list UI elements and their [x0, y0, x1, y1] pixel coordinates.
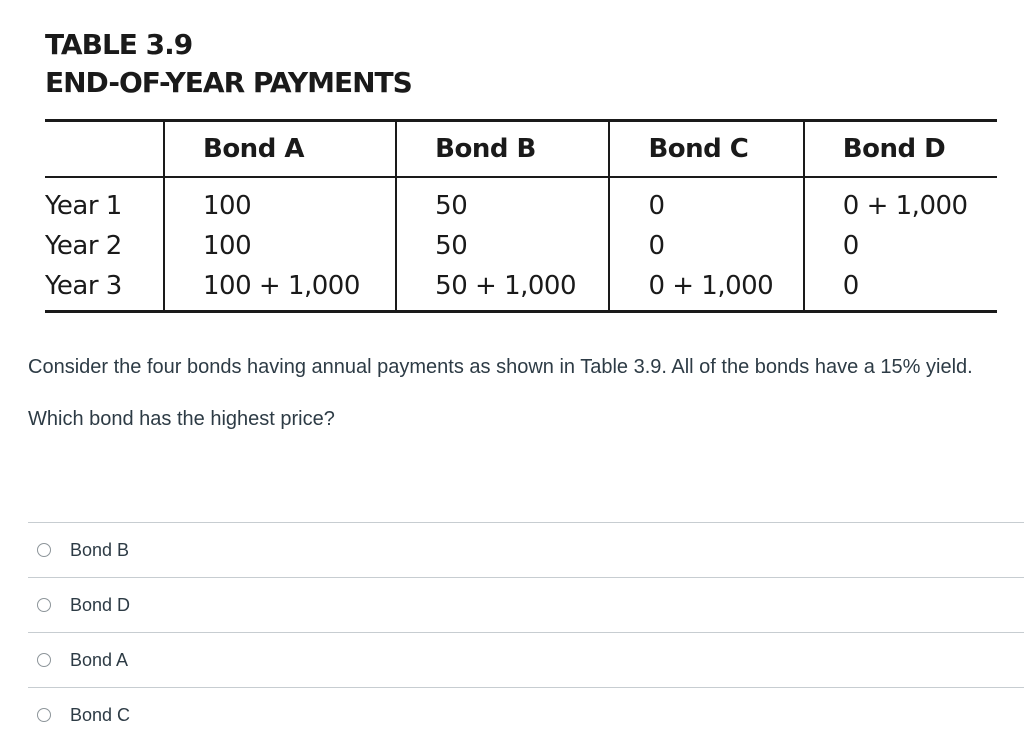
table-cell: 0 [804, 266, 997, 312]
table-cell: 0 [804, 226, 997, 266]
table-cell: 0 + 1,000 [609, 266, 803, 312]
table-figure [45, 26, 1000, 313]
radio-button[interactable] [37, 708, 51, 722]
table-header-corner [45, 121, 164, 178]
question-text: Consider the four bonds having annual payments as shown in Table 3.9. All of the bonds have a 15% yield. [28, 356, 973, 378]
answer-option-bond-a[interactable] [28, 632, 1024, 687]
table-cell: 50 + 1,000 [396, 266, 609, 312]
table-row [45, 226, 997, 266]
question-body [28, 350, 998, 454]
answer-option-bond-b[interactable] [28, 522, 1024, 577]
table-row [45, 266, 997, 312]
answer-label: Bond A [70, 649, 129, 670]
table-cell: 0 [609, 177, 803, 226]
row-label: Year 3 [45, 271, 122, 301]
answer-option-bond-c[interactable] [28, 687, 1024, 742]
answer-label: Bond D [70, 594, 131, 615]
question-prompt: Which bond has the highest price? [28, 408, 335, 430]
table-header-bond-c: Bond C [609, 121, 803, 178]
table-cell: 50 [396, 177, 609, 226]
answer-list [28, 522, 1024, 742]
table-header-row [45, 121, 997, 178]
table-subtitle: END-OF-YEAR PAYMENTS [45, 66, 412, 99]
radio-button[interactable] [37, 653, 51, 667]
table-header-bond-d: Bond D [804, 121, 997, 178]
answer-label: Bond B [70, 539, 130, 560]
payments-table [45, 119, 997, 313]
table-cell: 100 [164, 226, 396, 266]
answer-label: Bond C [70, 704, 131, 725]
table-cell: 100 + 1,000 [164, 266, 396, 312]
table-row [45, 177, 997, 226]
answer-option-bond-d[interactable] [28, 577, 1024, 632]
table-header-bond-a: Bond A [164, 121, 396, 178]
table-cell: 0 + 1,000 [804, 177, 997, 226]
radio-button[interactable] [37, 598, 51, 612]
table-header-bond-b: Bond B [396, 121, 609, 178]
radio-button[interactable] [37, 543, 51, 557]
table-title: TABLE 3.9 [45, 28, 193, 61]
row-label: Year 1 [45, 191, 122, 221]
row-label: Year 2 [45, 231, 122, 261]
table-cell: 100 [164, 177, 396, 226]
table-cell: 0 [609, 226, 803, 266]
table-cell: 50 [396, 226, 609, 266]
